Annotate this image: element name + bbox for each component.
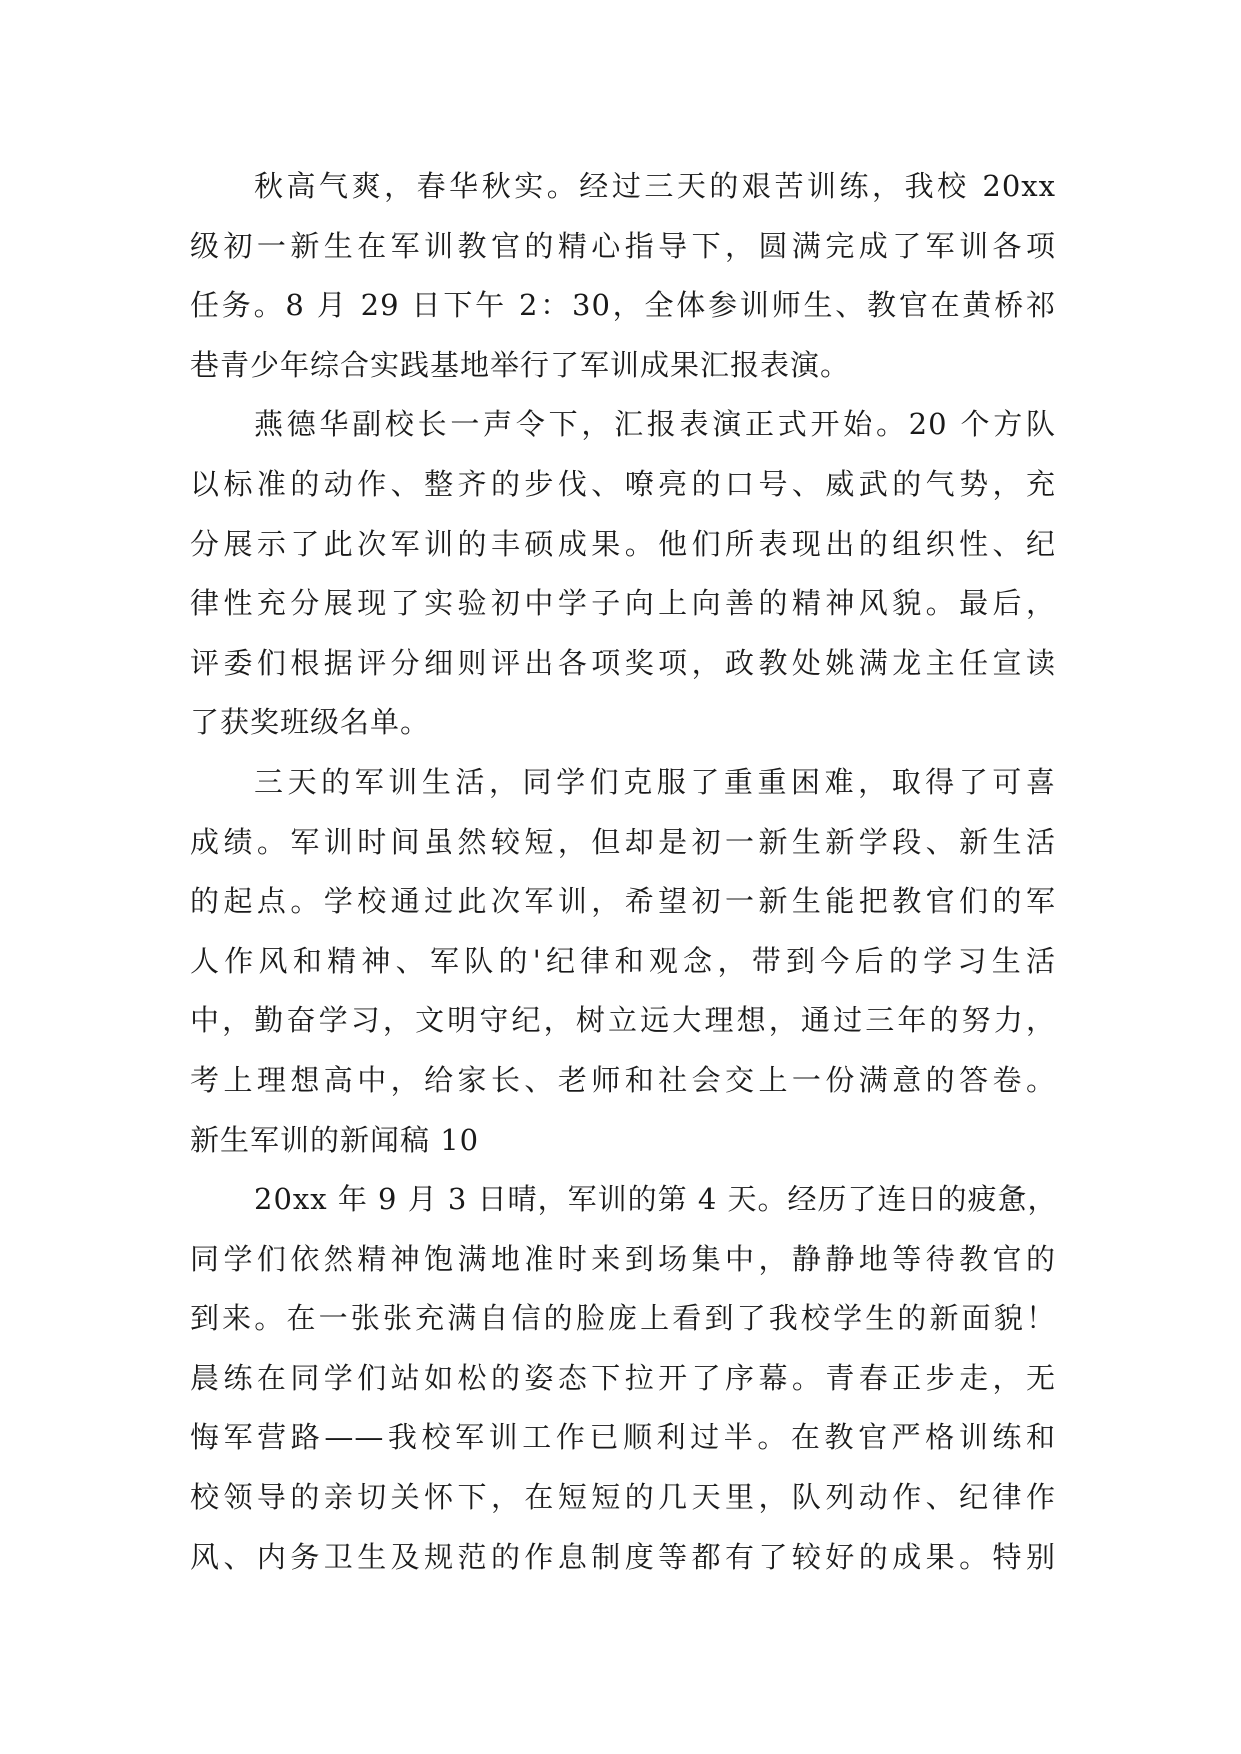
text-line: 晨练在同学们站如松的姿态下拉开了序幕。青春正步走，无 xyxy=(190,1360,1056,1395)
text-line: 任务。8 月 29 日下午 2：30，全体参训师生、教官在黄桥祁 xyxy=(190,288,1056,323)
text-line: 20xx 年 9 月 3 日晴，军训的第 4 天。经历了连日的疲惫， xyxy=(254,1182,1058,1217)
text-line: 到来。在一张张充满自信的脸庞上看到了我校学生的新面貌！ xyxy=(190,1301,1056,1336)
text-line: 三天的军训生活，同学们克服了重重困难，取得了可喜 xyxy=(254,764,1056,799)
document-body xyxy=(190,157,1056,1587)
text-line: 巷青少年综合实践基地举行了军训成果汇报表演。 xyxy=(190,347,851,382)
text-line: 评委们根据评分细则评出各项奖项，政教处姚满龙主任宣读 xyxy=(190,645,1056,680)
text-line: 同学们依然精神饱满地准时来到场集中，静静地等待教官的 xyxy=(190,1241,1056,1276)
text-line: 级初一新生在军训教官的精心指导下，圆满完成了军训各项 xyxy=(190,228,1056,263)
text-line: 考上理想高中，给家长、老师和社会交上一份满意的答卷。 xyxy=(190,1062,1056,1097)
text-line: 的起点。学校通过此次军训，希望初一新生能把教官们的军 xyxy=(190,884,1056,919)
text-line: 律性充分展现了实验初中学子向上向善的精神风貌。最后， xyxy=(190,586,1056,621)
text-line: 了获奖班级名单。 xyxy=(190,705,431,740)
text-line: 中，勤奋学习，文明守纪，树立远大理想，通过三年的努力， xyxy=(190,1003,1056,1038)
text-line: 以标准的动作、整齐的步伐、嘹亮的口号、威武的气势，充 xyxy=(190,466,1056,501)
text-line: 人作风和精神、军队的'纪律和观念，带到今后的学习生活 xyxy=(190,943,1056,978)
text-line: 秋高气爽，春华秋实。经过三天的艰苦训练，我校 20xx xyxy=(254,169,1056,203)
text-line: 燕德华副校长一声令下，汇报表演正式开始。20 个方队 xyxy=(254,407,1056,442)
text-line: 校领导的亲切关怀下，在短短的几天里，队列动作、纪律作 xyxy=(190,1480,1056,1515)
text-line: 悔军营路——我校军训工作已顺利过半。在教官严格训练和 xyxy=(190,1420,1056,1455)
section-heading: 新生军训的新闻稿 10 xyxy=(190,1122,480,1157)
text-line: 分展示了此次军训的丰硕成果。他们所表现出的组织性、纪 xyxy=(190,526,1056,561)
text-line: 风、内务卫生及规范的作息制度等都有了较好的成果。特别 xyxy=(190,1539,1056,1574)
text-line: 成绩。军训时间虽然较短，但却是初一新生新学段、新生活 xyxy=(190,824,1056,859)
